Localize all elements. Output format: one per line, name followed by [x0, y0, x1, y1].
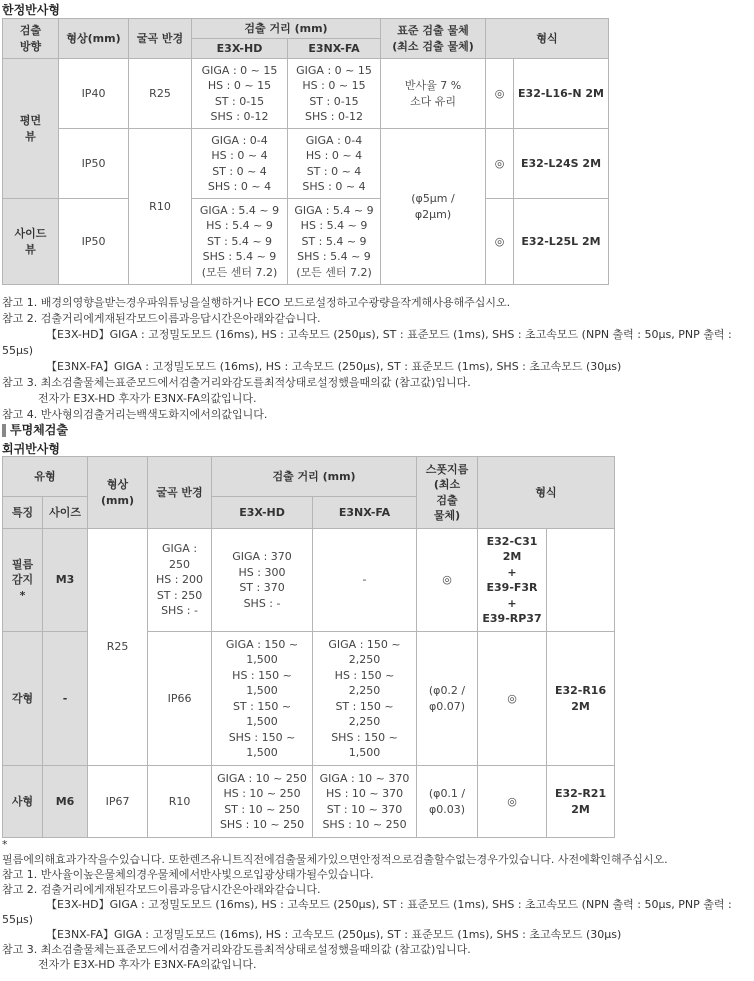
note-2: 참고 2. 검출거리에게재된각모드이름과응답시간은아래와같습니다.	[2, 883, 321, 896]
header-model: 형식	[478, 457, 615, 529]
spot-cell: (φ0.2 / φ0.07)	[417, 632, 478, 766]
size-cell: M6	[43, 766, 88, 838]
bend-cell: R10	[148, 766, 212, 838]
note-3: 참고 3. 최소검출물체는표준모드에서검출거리와감도를최적상태로설정했을때의값 (참고값)입니다.	[2, 943, 471, 956]
double-circle-icon: ◎	[486, 129, 514, 199]
distance-hd-cell: GIGA : 370 HS : 300 ST : 370 SHS : -	[212, 529, 313, 632]
model-cell: E32-L25L 2M	[514, 199, 609, 285]
note-3: 참고 3. 최소검출물체는표준모드에서검출거리와감도를최적상태로설정했을때의값 (참고값)입니다.	[2, 376, 471, 389]
header-bend-radius: 굴곡 반경	[148, 457, 212, 529]
model-cell: E32-R16 2M	[547, 632, 615, 766]
size-cell: -	[43, 632, 88, 766]
header-direction: 검출 방향	[3, 19, 59, 59]
shape-cell: IP50	[59, 199, 129, 285]
standard-object-cell: (φ5μm / φ2μm)	[381, 129, 486, 285]
distance-fa-cell: GIGA : 10 ~ 370 HS : 10 ~ 370 ST : 10 ~ 370 SHS : 10 ~ 250	[313, 766, 417, 838]
note-1: 참고 1. 반사율이높은물체의경우물체에서반사빛으로입광상태가될수있습니다.	[2, 868, 374, 881]
header-spot-diameter: 스폿지름 (최소 검출 물체)	[417, 457, 478, 529]
size-cell: M3	[43, 529, 88, 632]
note-4: 참고 4. 반사형의검출거리는백색도화지에서의값입니다.	[2, 408, 268, 421]
note-2-fa: 【E3NX-FA】GIGA : 고정밀도모드 (16ms), HS : 고속모드 (250μs), ST : 표준모드 (1ms), SHS : 초고속모드 (30μs)	[46, 360, 622, 373]
model-cell: E32-R21 2M	[547, 766, 615, 838]
distance-hd-cell: GIGA : 10 ~ 250 HS : 10 ~ 250 ST : 10 ~ 250 SHS : 10 ~ 250	[212, 766, 313, 838]
section-transparent-detection: 투명체검출	[2, 424, 68, 437]
feature-film-detection: 필름 감지 *	[3, 529, 43, 632]
header-standard-object: 표준 검출 물체 (최소 검출 물체)	[381, 19, 486, 59]
header-distance: 검출 거리 (mm)	[192, 19, 381, 39]
double-circle-icon: ◎	[486, 199, 514, 285]
note-2-hd: 【E3X-HD】GIGA : 고정밀도모드 (16ms), HS : 고속모드 (250μs), ST : 표준모드 (1ms), SHS : 초고속모드 (NPN 출력 : 50μs, PNP 출력 :	[46, 898, 732, 911]
distance-fa-cell: -	[313, 529, 417, 632]
direction-flat-view: 평면 뷰	[3, 59, 59, 199]
header-model: 형식	[486, 19, 609, 59]
header-bend-radius: 굴곡 반경	[129, 19, 192, 59]
header-e3x-hd: E3X-HD	[192, 39, 288, 59]
note-star: *	[2, 838, 8, 851]
feature-square: 각형	[3, 632, 43, 766]
shape-cell: IP50	[59, 129, 129, 199]
header-feature: 특징	[3, 497, 43, 529]
model-cell: E32-L24S 2M	[514, 129, 609, 199]
notes-limited-reflective	[2, 295, 752, 423]
distance-hd-cell: GIGA : 0 ~ 15 HS : 0 ~ 15 ST : 0-15 SHS : 0-12	[192, 59, 288, 129]
spot-cell: (φ0.1 / φ0.03)	[417, 766, 478, 838]
distance-hd-cell: GIGA : 5.4 ~ 9 HS : 5.4 ~ 9 ST : 5.4 ~ 9 SHS : 5.4 ~ 9 (모든 센터 7.2)	[192, 199, 288, 285]
note-2-hd-wrap: 55μs)	[2, 913, 34, 926]
distance-fa-cell: GIGA : 5.4 ~ 9 HS : 5.4 ~ 9 ST : 5.4 ~ 9 SHS : 5.4 ~ 9 (모든 센터 7.2)	[288, 199, 381, 285]
distance-hd-cell: GIGA : 0-4 HS : 0 ~ 4 ST : 0 ~ 4 SHS : 0 ~ 4	[192, 129, 288, 199]
section-title-limited-reflective: 한정반사형	[2, 3, 60, 17]
note-2-hd-wrap: 55μs)	[2, 344, 34, 357]
note-3-sub: 전자가 E3X-HD 후자가 E3NX-FA의값입니다.	[38, 392, 257, 405]
note-1: 참고 1. 배경의영향을받는경우파워튜닝을실행하거나 ECO 모드로설정하고수광량을작게해사용해주십시오.	[2, 296, 511, 309]
header-e3nx-fa: E3NX-FA	[313, 497, 417, 529]
note-2-hd: 【E3X-HD】GIGA : 고정밀도모드 (16ms), HS : 고속모드 (250μs), ST : 표준모드 (1ms), SHS : 초고속모드 (NPN 출력 : 50μs, PNP 출력 :	[46, 328, 732, 341]
header-distance: 검출 거리 (mm)	[212, 457, 417, 497]
header-e3x-hd: E3X-HD	[212, 497, 313, 529]
double-circle-icon: ◎	[478, 632, 547, 766]
header-e3nx-fa: E3NX-FA	[288, 39, 381, 59]
header-shape: 형상 (mm)	[88, 457, 148, 529]
shape-cell: IP40	[59, 59, 129, 129]
distance-fa-cell: GIGA : 150 ~ 2,250 HS : 150 ~ 2,250 ST : 150 ~ 2,250 SHS : 150 ~ 1,500	[313, 632, 417, 766]
header-size: 사이즈	[43, 497, 88, 529]
note-2: 참고 2. 검출거리에게재된각모드이름과응답시간은아래와같습니다.	[2, 312, 321, 325]
bend-cell: GIGA : 250 HS : 200 ST : 250 SHS : -	[148, 529, 212, 632]
note-2-fa: 【E3NX-FA】GIGA : 고정밀도모드 (16ms), HS : 고속모드 (250μs), ST : 표준모드 (1ms), SHS : 초고속모드 (30μs)	[46, 928, 622, 941]
retro-reflective-table	[2, 456, 615, 838]
bend-cell: R25	[129, 59, 192, 129]
header-shape: 형상(mm)	[59, 19, 129, 59]
distance-fa-cell: GIGA : 0 ~ 15 HS : 0 ~ 15 ST : 0-15 SHS : 0-12	[288, 59, 381, 129]
note-3-sub: 전자가 E3X-HD 후자가 E3NX-FA의값입니다.	[38, 958, 257, 971]
standard-object-cell: 반사율 7 % 소다 유리	[381, 59, 486, 129]
distance-fa-cell: GIGA : 0-4 HS : 0 ~ 4 ST : 0 ~ 4 SHS : 0 ~ 4	[288, 129, 381, 199]
header-type: 유형	[3, 457, 88, 497]
direction-side-view: 사이드 뷰	[3, 199, 59, 285]
model-cell: E32-L16-N 2M	[514, 59, 609, 129]
feature-diagonal: 사형	[3, 766, 43, 838]
shape-cell: IP67	[88, 766, 148, 838]
bend-cell: R10	[129, 129, 192, 285]
note-star-text: 필름에의해효과가작을수있습니다. 또한렌즈유니트직전에검출물체가있으면안정적으로검출할수없는경우가있습니다. 사전에확인해주십시오.	[2, 853, 668, 866]
limited-reflective-table	[2, 18, 609, 285]
double-circle-icon: ◎	[478, 766, 547, 838]
model-cell: E32-C31 2M + E39-F3R + E39-RP37	[478, 529, 547, 632]
section-title-retro-reflective: 회귀반사형	[2, 442, 60, 456]
empty-cell	[547, 529, 615, 632]
double-circle-icon: ◎	[486, 59, 514, 129]
distance-hd-cell: GIGA : 150 ~ 1,500 HS : 150 ~ 1,500 ST : 150 ~ 1,500 SHS : 150 ~ 1,500	[212, 632, 313, 766]
bend-cell: IP66	[148, 632, 212, 766]
shape-cell: R25	[88, 529, 148, 766]
notes-retro-reflective	[2, 837, 752, 972]
double-circle-icon: ◎	[417, 529, 478, 632]
